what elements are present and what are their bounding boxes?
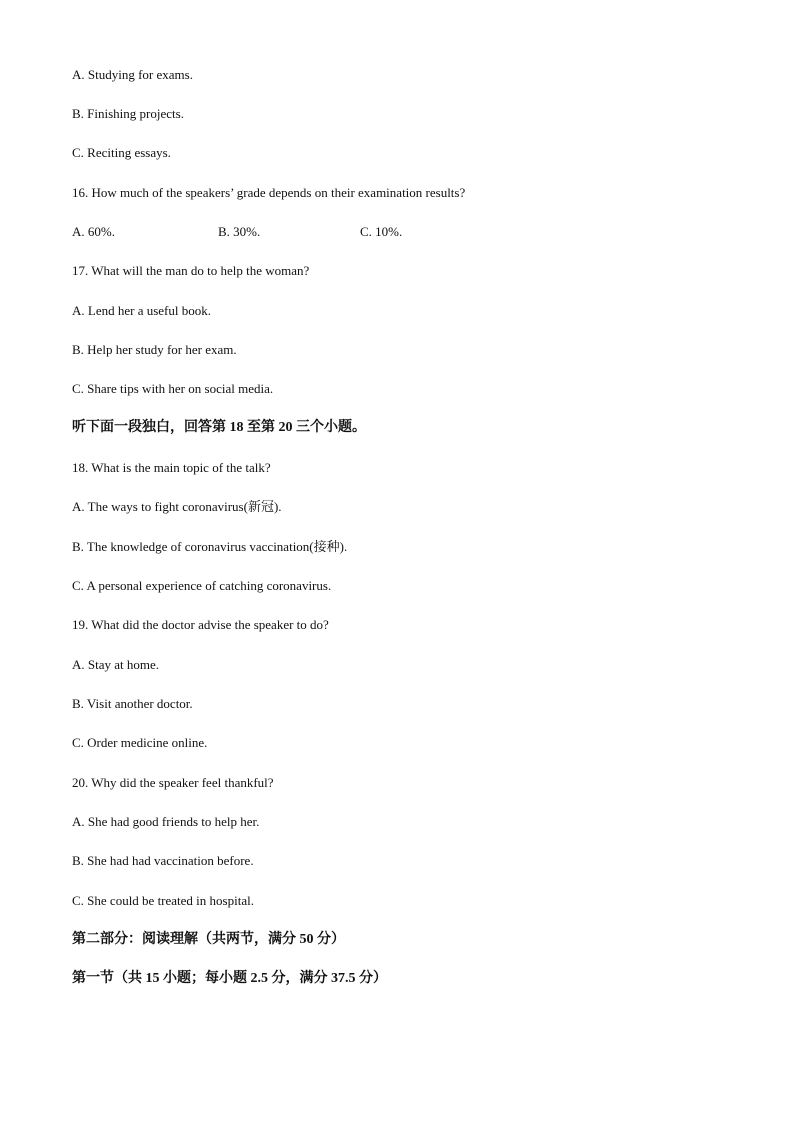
q18-option-a: A. The ways to fight coronavirus(新冠).	[72, 499, 282, 514]
q19-option-c: C. Order medicine online.	[72, 735, 208, 750]
q20-option-a: A. She had good friends to help her.	[72, 814, 260, 829]
q16-option-a: A. 60%.	[72, 224, 115, 239]
q17-option-c: C. Share tips with her on social media.	[72, 381, 274, 396]
q16-option-c: C. 10%.	[360, 224, 403, 239]
q18-question: 18. What is the main topic of the talk?	[72, 460, 271, 475]
q20-question: 20. Why did the speaker feel thankful?	[72, 775, 274, 790]
q15-option-c: C. Reciting essays.	[72, 145, 171, 160]
q20-option-b: B. She had had vaccination before.	[72, 853, 254, 868]
q18-option-b: B. The knowledge of coronavirus vaccination(接种).	[72, 539, 348, 554]
q17-question: 17. What will the man do to help the woman?	[72, 263, 310, 278]
q19-option-a: A. Stay at home.	[72, 657, 160, 672]
q16-option-b: B. 30%.	[218, 224, 261, 239]
q17-option-b: B. Help her study for her exam.	[72, 342, 237, 357]
monologue-section-heading: 听下面一段独白，回答第 18 至第 20 三个小题。	[72, 420, 366, 435]
q15-option-b: B. Finishing projects.	[72, 106, 184, 121]
q19-question: 19. What did the doctor advise the speaker to do?	[72, 617, 329, 632]
q19-option-b: B. Visit another doctor.	[72, 696, 193, 711]
part2-heading: 第二部分：阅读理解（共两节，满分 50 分）	[72, 932, 345, 947]
q16-question: 16. How much of the speakers’ grade depends on their examination results?	[72, 185, 466, 200]
q20-option-c: C. She could be treated in hospital.	[72, 893, 254, 908]
q17-option-a: A. Lend her a useful book.	[72, 303, 211, 318]
q18-option-c: C. A personal experience of catching coronavirus.	[72, 578, 332, 593]
q15-option-a: A. Studying for exams.	[72, 67, 193, 82]
q16-options-row	[72, 224, 572, 240]
section1-heading: 第一节（共 15 小题；每小题 2.5 分，满分 37.5 分）	[72, 971, 387, 986]
